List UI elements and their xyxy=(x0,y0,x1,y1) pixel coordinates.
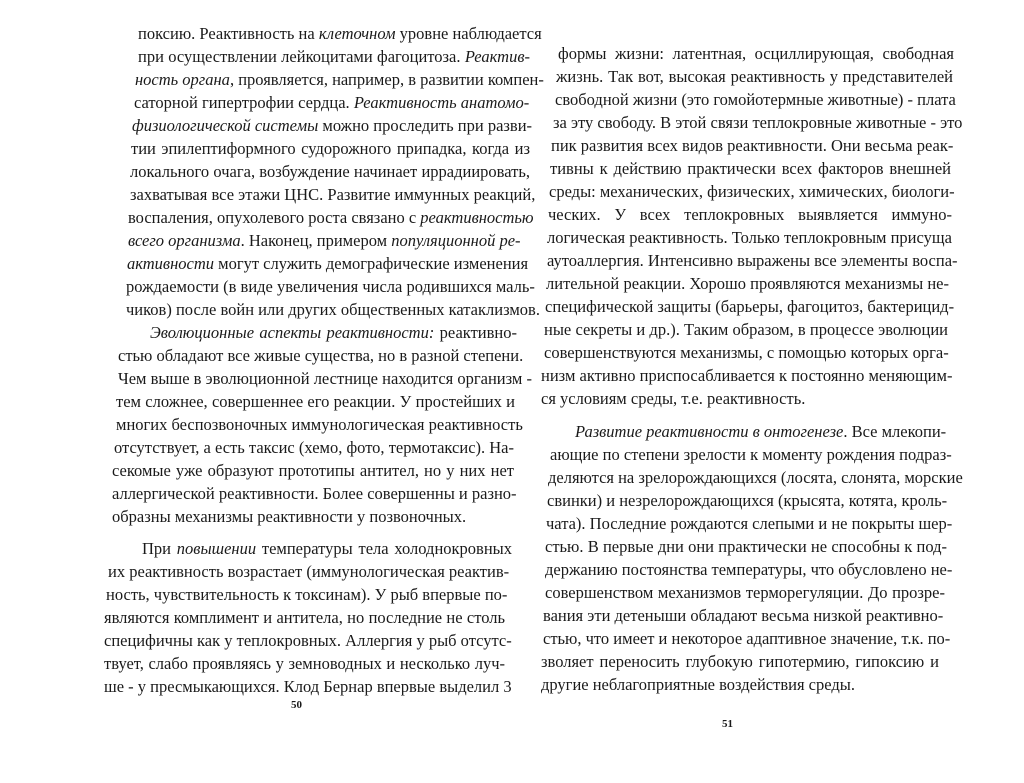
page-number: 51 xyxy=(722,718,733,730)
text-line: активности могут служить демографические изменения xyxy=(127,254,529,273)
text-line: другие неблагоприятные воздействия среды. xyxy=(541,675,855,694)
text-line: рождаемости (в виде увеличения числа родившихся маль- xyxy=(126,277,535,296)
text-line: специфичны как у теплокровных. Аллергия у рыб отсутс- xyxy=(104,631,512,650)
text-line: ные секреты и др.). Таким образом, в процессе эволюции xyxy=(544,320,948,339)
text-line: захватывая все этажи ЦНС. Развитие иммунных реакций, xyxy=(130,185,536,204)
text-line: совершенством механизмов терморегуляции. До прозре- xyxy=(545,583,945,602)
text-line: ность органа, проявляется, например, в развитии компен- xyxy=(135,70,544,89)
text-line: стью, что имеет и некоторое адаптивное значение, т.к. по- xyxy=(543,629,951,648)
text-line: тем сложнее, совершеннее его реакции. У простейших и xyxy=(116,392,515,411)
text-line: тивны к действию практически всех факторов внешней xyxy=(550,159,951,178)
text-line: являются комплимент и антитела, но последние не столь xyxy=(104,608,505,627)
text-line: деляются на зрелорождающихся (лосята, слонята, морские xyxy=(548,468,963,487)
text-line: лительной реакции. Хорошо проявляются механизмы не- xyxy=(546,274,949,293)
text-line: всего организма. Наконец, примером популяционной ре- xyxy=(128,231,521,250)
text-line: воспаления, опухолевого роста связано с реактивностью xyxy=(128,208,534,227)
text-line: тии эпилептиформного судорожного припадка, когда из xyxy=(131,139,530,158)
text-line: свинки) и незрелорождающихся (крысята, котята, кроль- xyxy=(547,491,948,510)
text-line: твует, слабо проявляясь у земноводных и несколько луч- xyxy=(104,654,505,673)
text-line: При повышении температуры тела холоднокровных xyxy=(142,539,512,558)
text-line: среды: механических, физических, химических, биологи- xyxy=(549,182,955,201)
text-line: за эту свободу. В этой связи теплокровные животные - это xyxy=(553,113,963,132)
text-line: чата). Последние рождаются слепыми и не покрыты шер- xyxy=(546,514,953,533)
text-line: Эволюционные аспекты реактивности: реактивно- xyxy=(150,323,517,342)
text-line: поксию. Реактивность на клеточном уровне наблюдается xyxy=(138,24,542,43)
text-line: специфической защиты (барьеры, фагоцитоз, бактерицид- xyxy=(545,297,955,316)
text-line: ся условиям среды, т.е. реактивность. xyxy=(541,389,806,408)
text-line: стью обладают все живые существа, но в разной степени. xyxy=(118,346,524,365)
text-line: ность, чувствительность к токсинам). У рыб впервые по- xyxy=(106,585,508,604)
text-line: ающие по степени зрелости к моменту рождения подраз- xyxy=(550,445,952,464)
text-line: держанию постоянства температуры, что обусловлено не- xyxy=(545,560,953,579)
text-line: аллергической реактивности. Более совершенны и разно- xyxy=(112,484,517,503)
text-line: аутоаллергия. Интенсивно выражены все элементы воспа- xyxy=(547,251,958,270)
text-line: совершенствуются механизмы, с помощью которых орга- xyxy=(544,343,949,362)
text-line: жизнь. Так вот, высокая реактивность у представителей xyxy=(556,67,953,86)
text-line: образны механизмы реактивности у позвоночных. xyxy=(112,507,467,526)
text-line: пик развития всех видов реактивности. Они весьма реак- xyxy=(551,136,954,155)
text-line: Развитие реактивности в онтогенезе. Все млекопи- xyxy=(575,422,947,441)
page-number: 50 xyxy=(291,699,302,711)
text-line: физиологической системы можно проследить при разви- xyxy=(132,116,533,135)
text-line: локального очага, возбуждение начинает иррадиировать, xyxy=(130,162,530,181)
text-line: Чем выше в эволюционной лестнице находится организм - xyxy=(118,369,532,388)
text-line: саторной гипертрофии сердца. Реактивность анатомо- xyxy=(134,93,530,112)
text-line: многих беспозвоночных иммунологическая реактивность xyxy=(116,415,523,434)
text-line: секомые уже образуют прототипы антител, но у них нет xyxy=(112,461,514,480)
text-line: отсутствует, а есть таксис (хемо, фото, термотаксис). На- xyxy=(114,438,514,457)
text-line: их реактивность возрастает (иммунологическая реактив- xyxy=(108,562,510,581)
text-line: ческих. У всех теплокровных выявляется иммуно- xyxy=(548,205,952,224)
text-line: свободной жизни (это гомойотермные животные) - плата xyxy=(555,90,956,109)
text-line: логическая реактивность. Только теплокровным присуща xyxy=(547,228,952,247)
text-line: при осуществлении лейкоцитами фагоцитоза. Реактив- xyxy=(138,47,530,66)
text-line: чиков) после войн или других общественных катаклизмов. xyxy=(126,300,540,319)
text-line: вания эти детеныши обладают весьма низкой реактивно- xyxy=(543,606,944,625)
text-line: формы жизни: латентная, осциллирующая, свободная xyxy=(558,44,954,63)
text-line: низм активно приспосабливается к постоянно меняющим- xyxy=(541,366,953,385)
text-line: зволяет переносить глубокую гипотермию, гипоксию и xyxy=(541,652,939,671)
text-line: ше - у пресмыкающихся. Клод Бернар впервые выделил 3 xyxy=(104,677,512,696)
text-line: стью. В первые дни они практически не способны к под- xyxy=(545,537,947,556)
